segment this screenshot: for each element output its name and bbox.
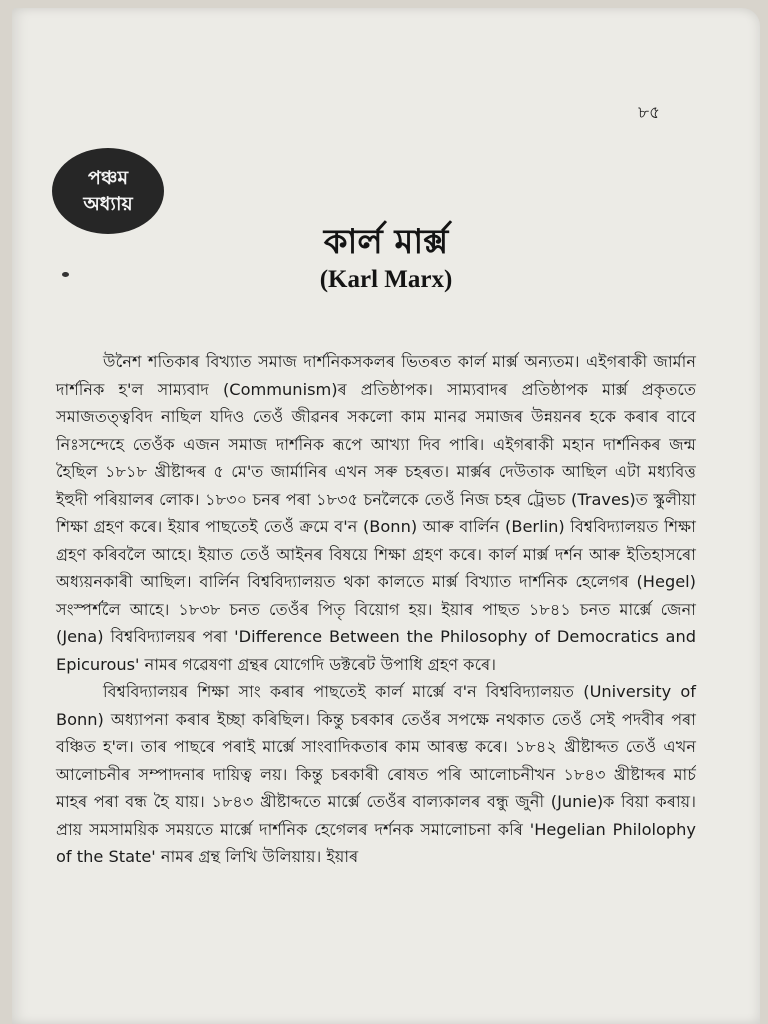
chapter-subtitle: (Karl Marx) (319, 266, 453, 293)
paragraph-2: বিশ্ববিদ্যালয়ৰ শিক্ষা সাং কৰাৰ পাছতেই কাৰ্ল মাৰ্ক্সে ব'ন বিশ্ববিদ্যালয়ত (University of Bonn) অধ্যাপনা কৰাৰ ইচ্ছা কৰিছিল। কিন্তু চৰকাৰ তেওঁৰ সপক্ষে নথকাত তেওঁ সেই পদবীৰ পৰা বঞ্চিত হ'ল। তাৰ পাছৰে পৰাই মাৰ্ক্সে সাংবাদিকতাৰ কাম আৰম্ভ কৰে। ১৮৪২ খ্ৰীষ্টাব্দত তেওঁ এখন আলোচনীৰ সম্পাদনাৰ দায়িত্ব লয়। কিন্তু চৰকাৰী ৰোষত পৰি আলোচনীখন ১৮৪৩ খ্ৰীষ্টাব্দৰ মাৰ্চ মাহৰ পৰা বন্ধ হৈ যায়। ১৮৪৩ খ্ৰীষ্টাব্দতে মাৰ্ক্সে তেওঁৰ বাল্যকালৰ বন্ধু জুনী (Junie)ক বিয়া কৰায়। প্ৰায় সমসাময়িক সময়তে মাৰ্ক্সে দাৰ্শনিক হেগেলৰ দৰ্শনক সমালোচনা কৰি 'Hegelian Philolophy of the State' নামৰ গ্ৰন্থ লিখি উলিয়ায়। ইয়াৰ (56, 682, 696, 866)
page-number: ৮৫ (637, 103, 660, 123)
book-page (12, 8, 760, 1024)
paragraph-1: উনৈশ শতিকাৰ বিখ্যাত সমাজ দাৰ্শনিকসকলৰ ভিতৰত কাৰ্ল মাৰ্ক্স অন্যতম। এইগৰাকী জাৰ্মান দাৰ্শনিক হ'ল সাম্যবাদ (Communism)ৰ প্ৰতিষ্ঠাপক। সাম্যবাদৰ প্ৰতিষ্ঠাপক মাৰ্ক্স প্ৰকৃততে সমাজতত্ত্ববিদ নাছিল যদিও তেওঁ জীৱনৰ সকলো কাম মানৱ সমাজৰ উন্নয়নৰ হকে কৰাৰ বাবে নিঃসন্দেহে তেওঁক এজন সমাজ দাৰ্শনিক ৰূপে আখ্যা দিব পাৰি। এইগৰাকী মহান দাৰ্শনিকৰ জন্ম হৈছিল ১৮১৮ খ্ৰীষ্টাব্দৰ ৫ মে'ত জাৰ্মানিৰ এখন সৰু চহৰত। মাৰ্ক্সৰ দেউতাক আছিল এটা মধ্যবিত্ত ইহুদী পৰিয়ালৰ লোক। ১৮৩০ চনৰ পৰা ১৮৩৫ চনলৈকে তেওঁ নিজ চহৰ ট্ৰেভচ (Traves)ত স্কুলীয়া শিক্ষা গ্ৰহণ কৰে। ইয়াৰ পাছতেই তেওঁ ক্ৰমে ব'ন (Bonn) আৰু বাৰ্লিন (Berlin) বিশ্ববিদ্যালয়ত শিক্ষা গ্ৰহণ কৰিবলৈ আহে। ইয়াত তেওঁ আইনৰ বিষয়ে শিক্ষা গ্ৰহণ কৰে। কাৰ্ল মাৰ্ক্স দৰ্শন আৰু ইতিহাসৰো অধ্যয়নকাৰী আছিল। বাৰ্লিন বিশ্ববিদ্যালয়ত থকা কালতে মাৰ্ক্স বিখ্যাত দাৰ্শনিক হেলেগৰ (Hegel) সংস্পৰ্শলৈ আহে। ১৮৩৮ চনত তেওঁৰ পিতৃ বিয়োগ হয়। ইয়াৰ পাছত ১৮৪১ চনত মাৰ্ক্সে জেনা (Jena) বিশ্ববিদ্যালয়ৰ পৰা 'Difference Between the Philosophy of Democratics and Epicurous' নামৰ গৱেষণা গ্ৰন্থৰ যোগেদি ডক্টৰেট উপাধি গ্ৰহণ কৰে। (56, 352, 696, 674)
body-text (56, 348, 696, 871)
ink-dot (62, 272, 69, 277)
chapter-badge-line1: পঞ্চম (87, 167, 129, 189)
chapter-title: কাৰ্ল মাৰ্ক্স (323, 222, 449, 262)
chapter-badge-line2: অধ্যায় (83, 193, 133, 215)
